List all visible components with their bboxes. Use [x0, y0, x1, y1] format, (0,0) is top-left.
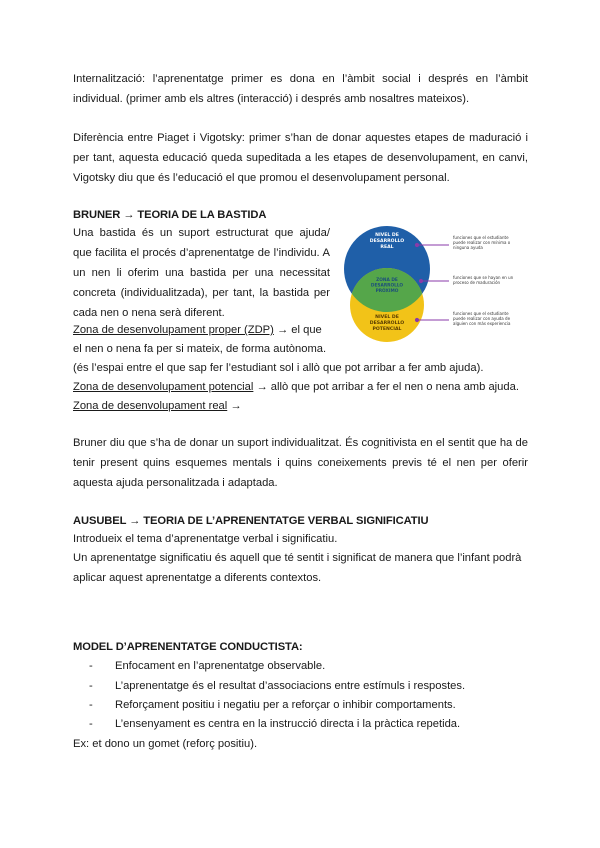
real-level-label: NIVEL DE DESARROLLO REAL: [369, 233, 405, 250]
zdpot-line: [73, 377, 528, 397]
zdpot-term: Zona de desenvolupament potencial: [73, 381, 254, 393]
ausubel-definition: Un aprenentatge significatiu és aquell que té sentit i significat de manera que l’infant podrà aplicar aquest aprenentatge a diferents contextos.: [73, 552, 522, 584]
bullet-dash: -: [89, 718, 93, 730]
bullet-dash: -: [89, 699, 93, 711]
internalitzacio-paragraph: Internalització: l’aprenentatge primer es dona en l’àmbit social i després en l’àmbit individual. (primer amb els altres (interacció) i després amb nosaltres mateixos).: [73, 73, 528, 105]
piaget-vigotsky-paragraph: Diferència entre Piaget i Vigotsky: primer s’han de donar aquestes etapes de maduració i per tant, aquesta educació queda supeditada a les etapes de desenvolupament, en canvi, Vigotsky diu que és l’educació el que promou el desenvolupament personal.: [73, 132, 528, 184]
list-item-text: L’aprenentatge és el resultat d’associacions entre estímuls i respostes.: [115, 680, 466, 692]
zdp-diagram-svg: [337, 223, 513, 343]
zdp-line: [73, 320, 330, 340]
conductista-example: Ex: et dono un gomet (reforç positiu).: [73, 738, 258, 750]
bruner-support-paragraph: Bruner diu que s’ha de donar un suport individualitzat. És cognitivista en el sentit que ha de tenir present quins esquemes mentals i quins coneixements previs té el nen per oferir aquesta ajuda personalitzada i adaptada.: [73, 437, 528, 489]
zdp-arrow-text: → el que: [273, 324, 322, 336]
note-potential-level: funciones que el estudiante puede realizar con ayuda de alguien con más experiencia: [453, 311, 511, 326]
zdp-diagram: [337, 223, 513, 343]
bruner-bastida-paragraph: Una bastida és un suport estructurat que ajuda/ que facilita el procés d’aprenentatge de l’individu. A un nen li oferim una bastida per una necessitat concreta (individualitzada), per tant, la bastida per cada nen o nena serà diferent.: [73, 227, 330, 319]
proximal-zone-label: ZONA DE DESARROLLO PRÓXIMO: [370, 278, 404, 294]
conductista-heading: MODEL D’APRENENTATGE CONDUCTISTA:: [73, 641, 303, 653]
zdpot-definition: → allò que pot arribar a fer el nen o nena amb ajuda.: [253, 381, 519, 393]
zdp-definition: el nen o nena fa per si mateix, de forma autònoma.: [73, 343, 327, 355]
list-item-text: Enfocament en l’aprenentatge observable.: [115, 660, 326, 672]
zdr-arrow: →: [227, 400, 242, 412]
zdp-note: (és l’espai entre el que sap fer l’estudiant sol i allò que pot arribar a fer amb ajuda).: [73, 362, 484, 374]
zdr-term: Zona de desenvolupament real: [73, 400, 228, 412]
zdr-line: [73, 396, 528, 416]
zdp-term: Zona de desenvolupament proper (ZDP): [73, 324, 274, 336]
ausubel-intro: Introdueix el tema d’aprenentatge verbal i significatiu.: [73, 533, 338, 545]
note-real-level: funciones que el estudiante puede realizar con mínima o ninguna ayuda: [453, 235, 511, 250]
bruner-heading: BRUNER → TEORIA DE LA BASTIDA: [73, 209, 267, 221]
bullet-dash: -: [89, 660, 93, 672]
ausubel-heading: AUSUBEL → TEORIA DE L’APRENENTATGE VERBAL SIGNIFICATIU: [73, 515, 429, 527]
list-item-text: L’ensenyament es centra en la instrucció directa i la pràctica repetida.: [115, 718, 461, 730]
potential-level-label: NIVEL DE DESARROLLO POTENCIAL: [369, 315, 405, 332]
list-item-text: Reforçament positiu i negatiu per a reforçar o inhibir comportaments.: [115, 699, 456, 711]
bullet-dash: -: [89, 680, 93, 692]
note-proximal-zone: funciones que se hayan en un proceso de maduración: [453, 275, 513, 285]
